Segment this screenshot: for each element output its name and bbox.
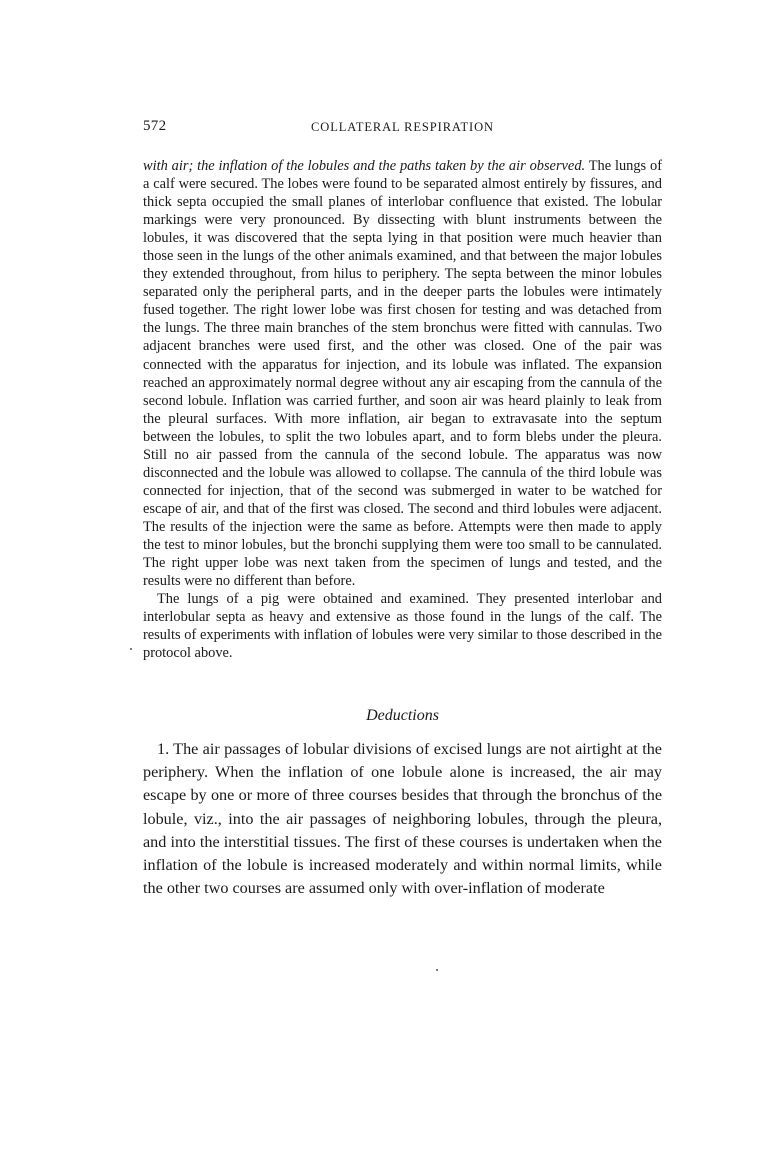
continued-paragraph bbox=[143, 157, 662, 590]
margin-mark bbox=[130, 648, 132, 650]
deduction-item-1: 1. The air passages of lobular divisions of excised lungs are not airtight at the periphery. When the inflation of one lobule alone is increased, the air may escape by one or more of three courses besides that through the bronchus of the lobule, viz., into the air passages of neighboring lobules, through the pleura, and into the interstitial tissues. The first of these courses is undertaken when the inflation of the lobule is increased moderately and within normal limits, while the other two courses are assumed only with over-inflation of moderate bbox=[143, 740, 662, 898]
deductions-heading: Deductions bbox=[366, 707, 439, 724]
deductions-body bbox=[143, 738, 662, 900]
pig-lungs-paragraph: The lungs of a pig were obtained and examined. They presented interlobar and interlobular septa as heavy and extensive as those found in the lungs of the calf. The results of experiments with inflation of lobules were very similar to those described in the protocol above. bbox=[143, 591, 662, 662]
body-text bbox=[143, 157, 662, 662]
calf-lungs-paragraph: The lungs of a calf were secured. The lobes were found to be separated almost entirely by fissures, and thick septa occupied the small planes of interlobar confluence that existed. The lobular markings were very pronounced. By dissecting with blunt instruments between the lobules, it was discovered that the septa lying in that position were much heavier than those seen in the lungs of the other animals examined, and that between the major lobules they extended throughout, from hilus to periphery. The septa between the minor lobules separated only the peripheral parts, and in the deeper parts the lobules were intimately fused together. The right lower lobe was first chosen for testing and was detached from the lungs. The three main branches of the stem bronchus were fitted with cannulas. Two adjacent branches were used first, and the other was closed. One of the pair was connected with the apparatus for injection, and its lobule was inflated. The expansion reached an approximately normal degree without any air escaping from the cannula of the second lobule. Inflation was carried further, and soon air was heard plainly to leak from the pleural surfaces. With more inflation, air began to extravasate into the septum between the lobules, to split the two lobules apart, and to form blebs under the pleura. Still no air passed from the cannula of the second lobule. The apparatus was now disconnected and the lobule was allowed to collapse. The cannula of the third lobule was connected for injection, that of the second was submerged in water to be watched for escape of air, and that of the first was closed. The second and third lobules were adjacent. The results of the injection were the same as before. Attempts were then made to apply the test to minor lobules, but the bronchi supplying them were too small to be cannulated. The right upper lobe was next taken from the specimen of lungs and tested, and the results were no different than before. bbox=[143, 158, 662, 590]
speck-mark bbox=[436, 969, 438, 971]
lead-italic-sentence: with air; the inflation of the lobules and the paths taken by the air observed. bbox=[143, 158, 586, 174]
page-number: 572 bbox=[143, 118, 167, 134]
running-title: COLLATERAL RESPIRATION bbox=[311, 120, 494, 134]
page-header bbox=[143, 118, 662, 138]
